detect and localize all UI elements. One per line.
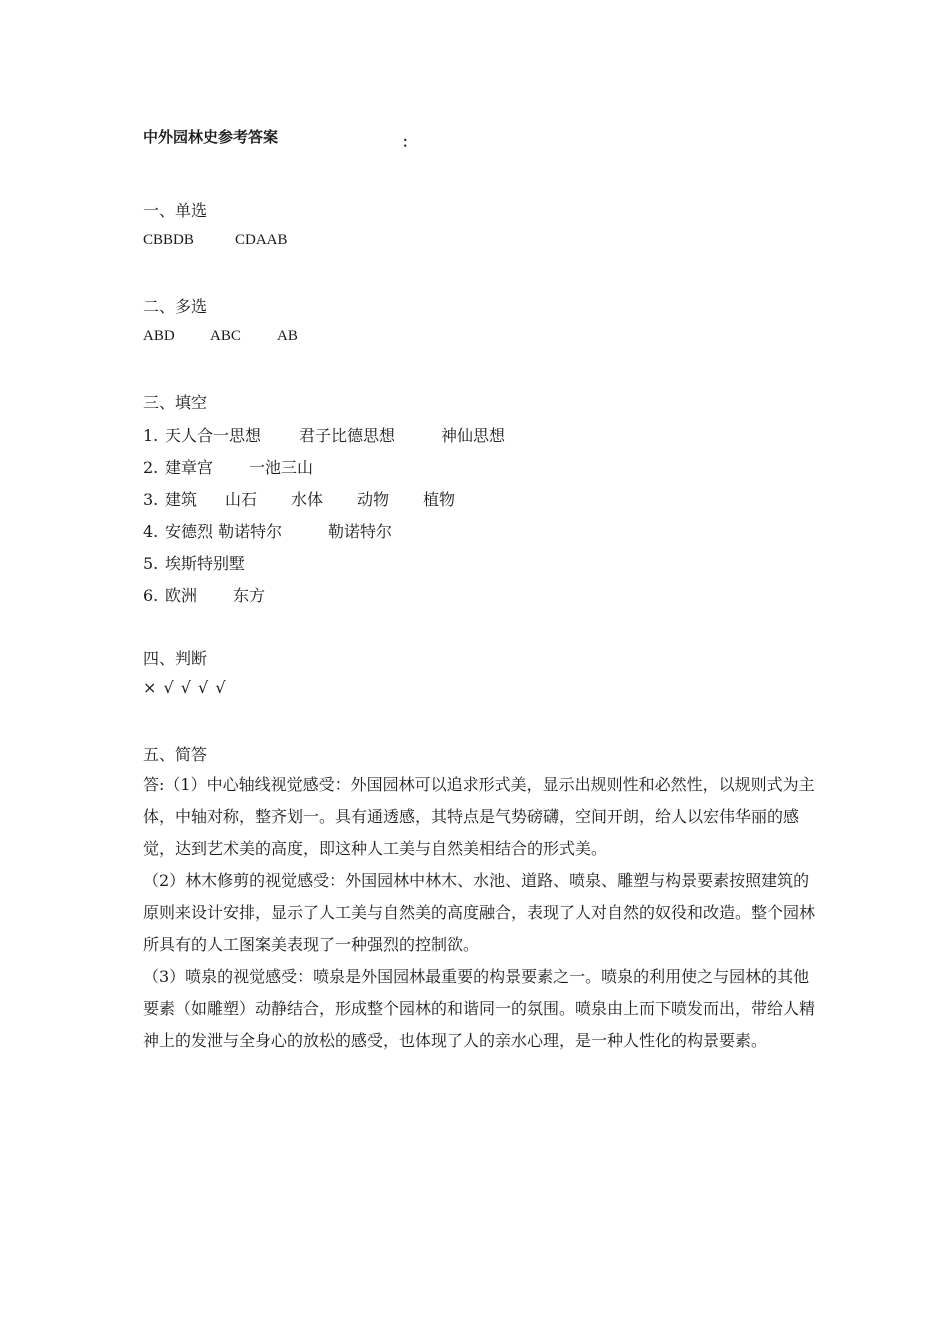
title-mark: ： [402, 135, 416, 151]
multiple-choice-answer: ABD [143, 328, 175, 344]
fill-blank-item [143, 423, 505, 446]
fill-blank-answer: 欧洲 [165, 586, 198, 605]
fill-blank-answer: 水体 [291, 490, 324, 509]
fill-blank-answer: 建章宫 [165, 458, 214, 477]
short-answer-paragraph: （2）林木修剪的视觉感受：外国园林中林木、水池、道路、喷泉、雕塑与构景要素按照建筑的原则来设计安排，显示了人工美与自然美的高度融合，表现了人对自然的奴役和改造。整个园林所具有的人工图案美表现了一种强烈的控制欲。 [143, 871, 816, 954]
item-number: 2. [143, 458, 159, 477]
item-number: 3. [143, 490, 159, 509]
section-heading-short-answer: 五、简答 [143, 745, 208, 764]
fill-blank-answer: 天人合一思想 [165, 426, 262, 445]
multiple-choice-answers [143, 328, 298, 345]
multiple-choice-answer: AB [277, 328, 298, 344]
fill-blank-answer: 安德烈 勒诺特尔 [165, 522, 283, 541]
fill-blank-item [143, 583, 265, 606]
short-answer-paragraph: 答:（1）中心轴线视觉感受：外国园林可以追求形式美，显示出规则性和必然性，以规则式为主体，中轴对称，整齐划一。具有通透感，其特点是气势磅礴，空间开朗，给人以宏伟华丽的感觉，达到艺术美的高度，即这种人工美与自然美相结合的形式美。 [143, 775, 815, 858]
fill-blank-item [143, 455, 313, 478]
fill-blank-item [143, 487, 455, 510]
section-heading-fill-blank: 三、填空 [143, 393, 208, 412]
item-number: 5. [143, 554, 159, 573]
fill-blank-answer: 埃斯特别墅 [165, 554, 246, 573]
item-number: 1. [143, 426, 159, 445]
fill-blank-answer: 植物 [423, 490, 456, 509]
short-answer-paragraph: （3）喷泉的视觉感受：喷泉是外国园林最重要的构景要素之一。喷泉的利用使之与园林的其他要素（如雕塑）动静结合，形成整个园林的和谐同一的氛围。喷泉由上而下喷发而出，带给人精神上的发泄与全身心的放松的感受，也体现了人的亲水心理，是一种人性化的构景要素。 [143, 967, 816, 1050]
document-title: 中外园林史参考答案 [143, 128, 279, 146]
section-heading-single-choice: 一、单选 [143, 201, 208, 220]
fill-blank-answer: 动物 [357, 490, 390, 509]
fill-blank-answer: 君子比德思想 [299, 426, 396, 445]
fill-blank-answer: 一池三山 [249, 458, 314, 477]
judgment-answers: × √ √ √ √ [143, 678, 227, 697]
fill-blank-answer: 神仙思想 [441, 426, 506, 445]
fill-blank-answer: 勒诺特尔 [328, 522, 393, 541]
fill-blank-answer: 东方 [233, 586, 266, 605]
fill-blank-answer: 山石 [225, 490, 258, 509]
section-heading-multiple-choice: 二、多选 [143, 297, 208, 316]
single-choice-answers [143, 232, 288, 249]
item-number: 4. [143, 522, 159, 541]
multiple-choice-answer: ABC [210, 328, 241, 344]
single-choice-answer: CBBDB [143, 232, 194, 248]
section-heading-judgment: 四、判断 [143, 649, 208, 668]
fill-blank-answer: 建筑 [165, 490, 198, 509]
single-choice-answer: CDAAB [235, 232, 288, 248]
short-answer-body [143, 769, 823, 1057]
item-number: 6. [143, 586, 159, 605]
fill-blank-item [143, 551, 245, 574]
fill-blank-item [143, 519, 392, 542]
